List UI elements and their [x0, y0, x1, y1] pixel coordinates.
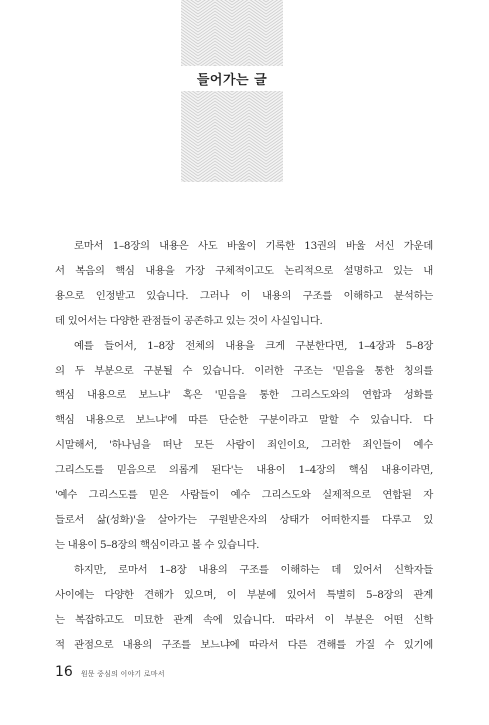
- text-line: 하지만, 로마서 1–8장 내용의 구조를 이해하는 데 있어서 신학자들: [74, 563, 433, 576]
- text-line: 데 있어서는 다양한 관점들이 공존하고 있는 것이 사실입니다.: [55, 314, 323, 327]
- text-line: 의 두 부분으로 구분될 수 있습니다. 이러한 구조는 '믿음을 통한 칭의를: [55, 364, 433, 377]
- text-line: 들로서 삶(성화)'을 살아가는 구원받은자의 상태가 어떠한지를 다루고 있: [55, 513, 433, 526]
- chapter-banner-pattern: [181, 0, 283, 182]
- text-line: '예수 그리스도를 믿은 사람들이 예수 그리스도와 실제적으로 연합된 자: [55, 489, 433, 502]
- text-line: 핵심 내용으로 보느냐' 혹은 '믿음을 통한 그리스도와의 연합과 성화를: [55, 389, 433, 402]
- text-line: 는 내용이 5–8장의 핵심이라고 볼 수 있습니다.: [55, 538, 260, 551]
- text-line: 사이에는 다양한 견해가 있으며, 이 부분에 있어서 특별히 5–8장의 관계: [55, 588, 433, 601]
- text-line: 예를 들어서, 1–8장 전체의 내용을 크게 구분한다면, 1–4장과 5–8장: [74, 339, 433, 352]
- text-line: 그리스도를 믿음으로 의롭게 된다'는 내용이 1–4장의 핵심 내용이라면,: [55, 464, 433, 477]
- text-line: 로마서 1–8장의 내용은 사도 바울이 기록한 13권의 바울 서신 가운데: [74, 240, 433, 252]
- text-line: 시말해서, '하나님을 떠난 모든 사람이 죄인이요, 그러한 죄인들이 예수: [55, 439, 433, 452]
- running-title: 원문 중심의 이야기 로마서: [80, 670, 165, 678]
- text-line: 적 관점으로 내용의 구조를 보느냐에 따라서 다른 견해를 가질 수 있기에: [55, 638, 433, 651]
- page-footer: [55, 664, 165, 684]
- page-number: 16: [55, 664, 73, 680]
- body-text: [55, 234, 433, 657]
- zigzag-pattern-graphic: [181, 0, 283, 182]
- text-line: 는 복잡하고도 미묘한 관계 속에 있습니다. 따라서 이 부분은 어떤 신학: [55, 613, 433, 626]
- text-line: 서 복음의 핵심 내용을 가장 구체적이고도 논리적으로 설명하고 있는 내: [55, 264, 433, 277]
- chapter-title: 들어가는 글: [181, 66, 283, 91]
- text-line: 용으로 인정받고 있습니다. 그러나 이 내용의 구조를 이해하고 분석하는: [55, 289, 433, 302]
- text-line: 핵심 내용으로 보느냐'에 따른 단순한 구분이라고 말할 수 있습니다. 다: [55, 414, 433, 427]
